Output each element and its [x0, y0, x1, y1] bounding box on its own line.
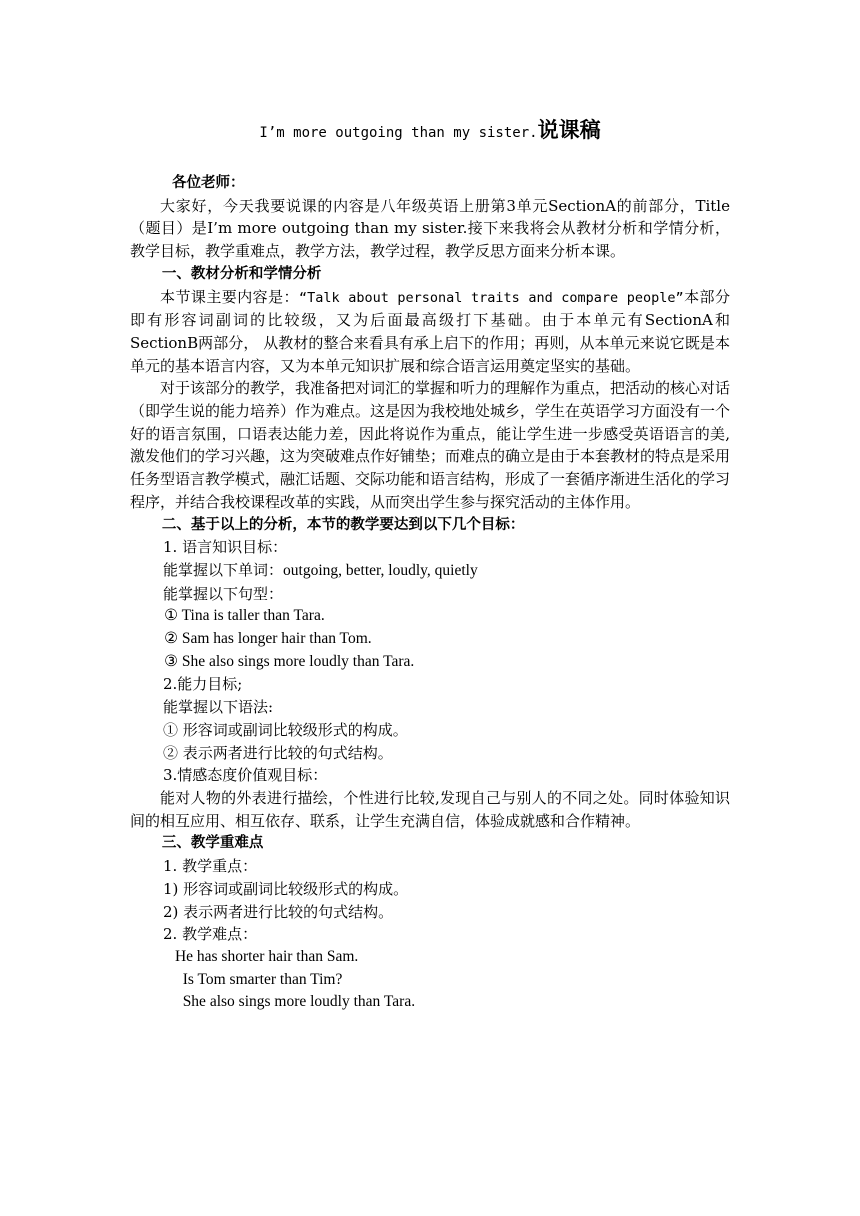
- goal2-label: 能掌握以下语法:: [163, 698, 274, 717]
- key-point-item: 2) 表示两者进行比较的句式结构。: [163, 902, 394, 921]
- key-point-item: 1) 形容词或副词比较级形式的构成。: [163, 879, 409, 898]
- difficult-points-title: 2. 教学难点：: [163, 925, 258, 944]
- sentence-item: ③ She also sings more loudly than Tara.: [164, 652, 415, 670]
- sentence-item: ① Tina is taller than Tara.: [164, 607, 325, 625]
- goal1-title: 1. 语言知识目标：: [163, 538, 288, 557]
- page-title: [0, 114, 860, 144]
- document-body: [130, 172, 730, 1014]
- goal1-words: [130, 559, 730, 583]
- goal1-words-label: 能掌握以下单词：: [163, 560, 284, 579]
- grammar-item: ② 表示两者进行比较的句式结构。: [163, 743, 393, 762]
- grammar-item: ① 形容词或副词比较级形式的构成。: [163, 720, 408, 739]
- section3-heading: 三、教学重难点: [161, 835, 264, 852]
- section2-heading: 二、基于以上的分析，本节的教学要达到以下几个目标：: [161, 516, 525, 533]
- title-english: I’m more outgoing than my sister.: [259, 125, 538, 141]
- sentence-item: ② Sam has longer hair than Tom.: [164, 630, 372, 648]
- greeting: 各位老师：: [172, 175, 245, 191]
- difficult-point-item: He has shorter hair than Sam.: [174, 947, 359, 965]
- section1-paragraph-1: 本节课主要内容是：“Talk about personal traits and compare people”本部分即有形容词副词的比较级，又为后面最高级打下基础。由于本单元有SectionA和SectionB两部分， 从教材的整合来看具有承上启下的作用；再则，从本单元来说它既是本单元的基本语言内容，又为本单元知识扩展和综合语言运用奠定坚实的基础。: [130, 287, 730, 375]
- section1-paragraph-2: 对于该部分的教学，我准备把对词汇的掌握和听力的理解作为重点，把活动的核心对话（即学生说的能力培养）作为难点。这是因为我校地处城乡，学生在英语学习方面没有一个好的语言氛围，口语表达能力差，因此将说作为重点，能让学生进一步感受英语语言的美,激发他们的学习兴趣，这为突破难点作好铺垫；而难点的确立是由于本套教材的特点是采用任务型语言教学模式，融汇话题、交际功能和语言结构，形成了一套循序渐进生活化的学习程序，并结合我校课程改革的实践，从而突出学生参与探究活动的主体作用。: [130, 379, 731, 511]
- difficult-point-item: Is Tom smarter than Tim?: [182, 970, 343, 988]
- intro-paragraph: 大家好，今天我要说课的内容是八年级英语上册第3单元SectionA的前部分，Title（题目）是I’m more outgoing than my sister.接下来我将会从教材分析和学情分析，教学目标，教学重难点，教学方法，教学过程，教学反思方面来分析本课。: [130, 196, 730, 261]
- goal3-text: 能对人物的外表进行描绘，个性进行比较,发现自己与别人的不同之处。同时体验知识间的相互应用、相互依存、联系，让学生充满自信，体验成就感和合作精神。: [130, 788, 730, 830]
- goal3-title: 3.情感态度价值观目标：: [163, 766, 328, 785]
- goal2-title: 2.能力目标;: [163, 675, 243, 694]
- title-chinese: 说课稿: [537, 118, 601, 142]
- difficult-point-item: She also sings more loudly than Tara.: [182, 993, 416, 1011]
- section1-heading: 一、教材分析和学情分析: [161, 265, 322, 282]
- key-points-title: 1. 教学重点：: [163, 857, 258, 876]
- goal1-sentences-label: 能掌握以下句型：: [163, 584, 284, 603]
- goal1-words-list: outgoing, better, loudly, quietly: [283, 561, 478, 579]
